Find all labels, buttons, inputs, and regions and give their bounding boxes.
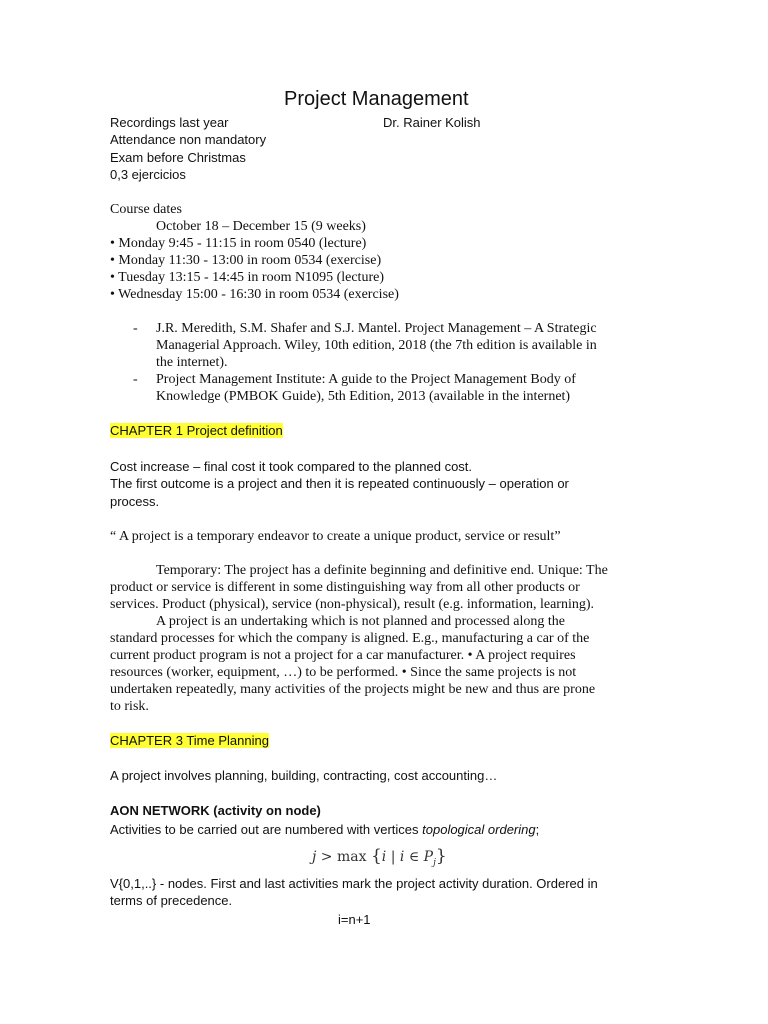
chapter-1-heading xyxy=(110,423,283,438)
reference-line: Managerial Approach. Wiley, 10th edition, 2018 (the 7th edition is available in xyxy=(156,338,597,353)
chapter-1-text: The first outcome is a project and then it is repeated continuously – operation or xyxy=(110,476,569,491)
course-dates-heading: Course dates xyxy=(110,202,182,217)
chapter-3-heading-text: CHAPTER 3 Time Planning xyxy=(110,733,269,748)
session-item: • Tuesday 13:15 - 14:45 in room N1095 (lecture) xyxy=(110,270,384,285)
paragraph-line: resources (worker, equipment, …) to be performed. • Since the same projects is not xyxy=(110,665,577,680)
author-name: Dr. Rainer Kolish xyxy=(383,115,481,130)
page-title: Project Management xyxy=(284,88,469,110)
paragraph-line: current product program is not a project for a car manufacturer. • A project requires xyxy=(110,648,576,663)
session-item: • Monday 9:45 - 11:15 in room 0540 (lecture) xyxy=(110,236,367,251)
nodes-description: terms of precedence. xyxy=(110,893,233,908)
topological-order-formula xyxy=(312,846,447,868)
chapter-1-heading-text: CHAPTER 1 Project definition xyxy=(110,423,283,438)
paragraph-line: product or service is different in some distinguishing way from all other products or xyxy=(110,580,580,595)
paragraph-line: to risk. xyxy=(110,699,149,714)
session-item: • Monday 11:30 - 13:00 in room 0534 (exercise) xyxy=(110,253,382,268)
header-line: Exam before Christmas xyxy=(110,150,246,165)
reference-line: the internet). xyxy=(156,355,228,370)
header-line: Recordings last year xyxy=(110,115,229,130)
aon-network-heading: AON NETWORK (activity on node) xyxy=(110,803,321,818)
formula-symbol: > max xyxy=(316,849,371,865)
formula-symbol: j xyxy=(433,857,436,868)
paragraph-line: A project is an undertaking which is not planned and processed along the xyxy=(156,614,566,629)
formula-symbol: } xyxy=(435,846,447,866)
formula-symbol: j xyxy=(312,849,317,865)
paragraph-line: standard processes for which the company is aligned. E.g., manufacturing a car of the xyxy=(110,631,590,646)
paragraph-line: undertaken repeatedly, many activities of the projects might be new and thus are prone xyxy=(110,682,596,697)
list-dash: - xyxy=(133,321,138,336)
chapter-3-text: A project involves planning, building, contracting, cost accounting… xyxy=(110,768,498,783)
formula-symbol: ∈ xyxy=(404,849,424,865)
header-line: Attendance non mandatory xyxy=(110,132,267,147)
paragraph-line: services. Product (physical), service (non-physical), result (e.g. information, learning). xyxy=(110,597,595,612)
definition-quote: “ A project is a temporary endeavor to create a unique product, service or result” xyxy=(110,529,561,544)
nodes-description: V{0,1,..} - nodes. First and last activities mark the project activity duration. Ordered in xyxy=(110,876,598,891)
aon-description xyxy=(110,822,539,837)
chapter-3-heading xyxy=(110,733,269,748)
chapter-1-text: process. xyxy=(110,494,160,509)
list-dash: - xyxy=(133,372,138,387)
session-item: • Wednesday 15:00 - 16:30 in room 0534 (exercise) xyxy=(110,287,399,302)
header-line: 0,3 ejercicios xyxy=(110,167,186,182)
formula-symbol: P xyxy=(423,849,434,865)
reference-line: J.R. Meredith, S.M. Shafer and S.J. Mantel. Project Management – A Strategic xyxy=(156,321,597,336)
formula-symbol: i xyxy=(399,849,405,865)
formula-symbol: i xyxy=(381,849,387,865)
reference-line: Project Management Institute: A guide to the Project Management Body of xyxy=(156,372,576,387)
formula-symbol: { xyxy=(370,846,382,866)
aon-emphasis: topological ordering xyxy=(422,822,536,837)
paragraph-line: Temporary: The project has a definite beginning and definitive end. Unique: The xyxy=(156,563,608,578)
reference-line: Knowledge (PMBOK Guide), 5th Edition, 2013 (available in the internet) xyxy=(156,389,571,404)
chapter-1-text: Cost increase – final cost it took compared to the planned cost. xyxy=(110,459,473,474)
course-date-range: October 18 – December 15 (9 weeks) xyxy=(156,219,366,234)
aon-text: Activities to be carried out are numbered with vertices xyxy=(110,822,423,837)
index-equation: i=n+1 xyxy=(338,912,371,927)
formula-symbol: | xyxy=(386,849,400,865)
aon-text: ; xyxy=(535,822,540,837)
